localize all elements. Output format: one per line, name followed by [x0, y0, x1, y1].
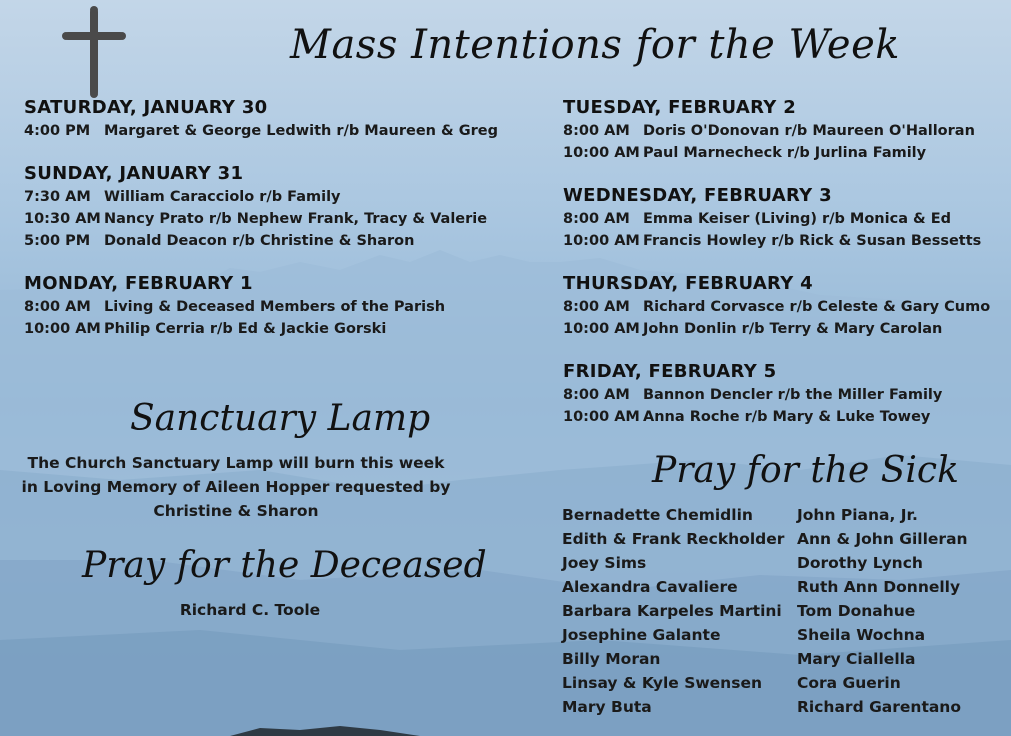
intention-text: Margaret & George Ledwith r/b Maureen & Greg	[104, 123, 498, 139]
day-block	[563, 272, 1003, 340]
mass-time: 10:00 AM	[563, 321, 640, 337]
mass-time: 4:00 PM	[24, 123, 91, 139]
day-block	[563, 96, 1003, 164]
intention-text: Doris O'Donovan r/b Maureen O'Halloran	[643, 123, 975, 139]
mass-time: 10:00 AM	[563, 145, 640, 161]
sick-person-name: Tom Donahue	[797, 602, 916, 620]
deceased-name: Richard C. Toole	[179, 601, 321, 619]
sanctuary-lamp-text	[20, 451, 452, 523]
day-block	[24, 162, 534, 252]
sanctuary-lamp-title: Sanctuary Lamp	[130, 398, 431, 439]
sanctuary-lamp-line-1: The Church Sanctuary Lamp will burn this week	[27, 454, 445, 472]
mass-intention-entry	[24, 296, 534, 318]
intention-text: Living & Deceased Members of the Parish	[104, 299, 446, 315]
intention-text: Donald Deacon r/b Christine & Sharon	[104, 233, 415, 249]
intention-text: Paul Marnecheck r/b Jurlina Family	[643, 145, 927, 161]
sick-person-name: Dorothy Lynch	[797, 554, 923, 572]
mass-time: 5:00 PM	[24, 233, 91, 249]
mass-intention-entry	[563, 208, 1003, 230]
mass-time: 10:30 AM	[24, 211, 101, 227]
left-schedule-column	[24, 96, 534, 360]
sick-person-name: Ann & John Gilleran	[797, 530, 968, 548]
sick-person-name: Josephine Galante	[562, 626, 721, 644]
sick-person-name: Sheila Wochna	[797, 626, 926, 644]
sick-person-name: Joey Sims	[562, 554, 647, 572]
sick-list-column-2	[797, 503, 968, 719]
mass-intention-entry	[563, 142, 1003, 164]
day-block	[563, 184, 1003, 252]
sick-person-name: Bernadette Chemidlin	[562, 506, 753, 524]
sanctuary-lamp-line-3: Christine & Sharon	[153, 502, 319, 520]
day-block	[24, 96, 534, 142]
day-block	[24, 272, 534, 340]
day-heading: WEDNESDAY, FEBRUARY 3	[563, 185, 832, 206]
intention-text: Emma Keiser (Living) r/b Monica & Ed	[643, 211, 952, 227]
mass-intention-entry	[563, 120, 1003, 142]
day-heading: MONDAY, FEBRUARY 1	[24, 273, 253, 294]
mass-intention-entry	[24, 120, 534, 142]
intention-text: Nancy Prato r/b Nephew Frank, Tracy & Valerie	[104, 211, 488, 227]
sick-person-name: Cora Guerin	[797, 674, 901, 692]
day-heading: FRIDAY, FEBRUARY 5	[563, 361, 777, 382]
sick-person-name: Edith & Frank Reckholder	[562, 530, 785, 548]
intention-text: Anna Roche r/b Mary & Luke Towey	[643, 409, 931, 425]
day-block	[563, 360, 1003, 428]
sick-person-name: Barbara Karpeles Martini	[562, 602, 782, 620]
intention-text: Richard Corvasce r/b Celeste & Gary Cumo	[643, 299, 991, 315]
right-schedule-column	[563, 96, 1003, 448]
deceased-title: Pray for the Deceased	[82, 545, 487, 586]
mass-intention-entry	[24, 186, 534, 208]
sick-person-name: Richard Garentano	[797, 698, 961, 716]
sick-person-name: Mary Ciallella	[797, 650, 916, 668]
sick-person-name: Mary Buta	[562, 698, 652, 716]
mass-intention-entry	[563, 318, 1003, 340]
mass-intention-entry	[24, 318, 534, 340]
cross-icon	[62, 6, 126, 98]
mass-intention-entry	[563, 406, 1003, 428]
mass-time: 10:00 AM	[24, 321, 101, 337]
mass-time: 8:00 AM	[563, 387, 630, 403]
mass-time: 10:00 AM	[563, 233, 640, 249]
sick-person-name: Linsay & Kyle Swensen	[562, 674, 762, 692]
mass-time: 10:00 AM	[563, 409, 640, 425]
day-heading: SUNDAY, JANUARY 31	[24, 163, 244, 184]
intention-text: William Caracciolo r/b Family	[104, 189, 341, 205]
sick-person-name: Ruth Ann Donnelly	[797, 578, 961, 596]
intention-text: Bannon Dencler r/b the Miller Family	[643, 387, 943, 403]
mass-time: 7:30 AM	[24, 189, 91, 205]
sick-person-name: Alexandra Cavaliere	[562, 578, 738, 596]
sick-title: Pray for the Sick	[652, 450, 959, 491]
mass-time: 8:00 AM	[563, 123, 630, 139]
day-heading: TUESDAY, FEBRUARY 2	[563, 97, 797, 118]
sick-person-name: John Piana, Jr.	[797, 506, 918, 524]
sanctuary-lamp-line-2: in Loving Memory of Aileen Hopper requested by	[21, 478, 451, 496]
sick-person-name: Billy Moran	[562, 650, 661, 668]
day-heading: THURSDAY, FEBRUARY 4	[563, 273, 813, 294]
mass-time: 8:00 AM	[563, 299, 630, 315]
mass-time: 8:00 AM	[24, 299, 91, 315]
mass-time: 8:00 AM	[563, 211, 630, 227]
intention-text: Philip Cerria r/b Ed & Jackie Gorski	[104, 321, 387, 337]
intention-text: Francis Howley r/b Rick & Susan Bessetts	[643, 233, 982, 249]
sick-list-column-1	[562, 503, 784, 719]
mass-intention-entry	[563, 296, 1003, 318]
page-title: Mass Intentions for the Week	[290, 22, 900, 68]
mass-intention-entry	[24, 208, 534, 230]
intention-text: John Donlin r/b Terry & Mary Carolan	[643, 321, 943, 337]
mass-intention-entry	[563, 384, 1003, 406]
mass-intention-entry	[24, 230, 534, 252]
day-heading: SATURDAY, JANUARY 30	[24, 97, 268, 118]
mass-intention-entry	[563, 230, 1003, 252]
